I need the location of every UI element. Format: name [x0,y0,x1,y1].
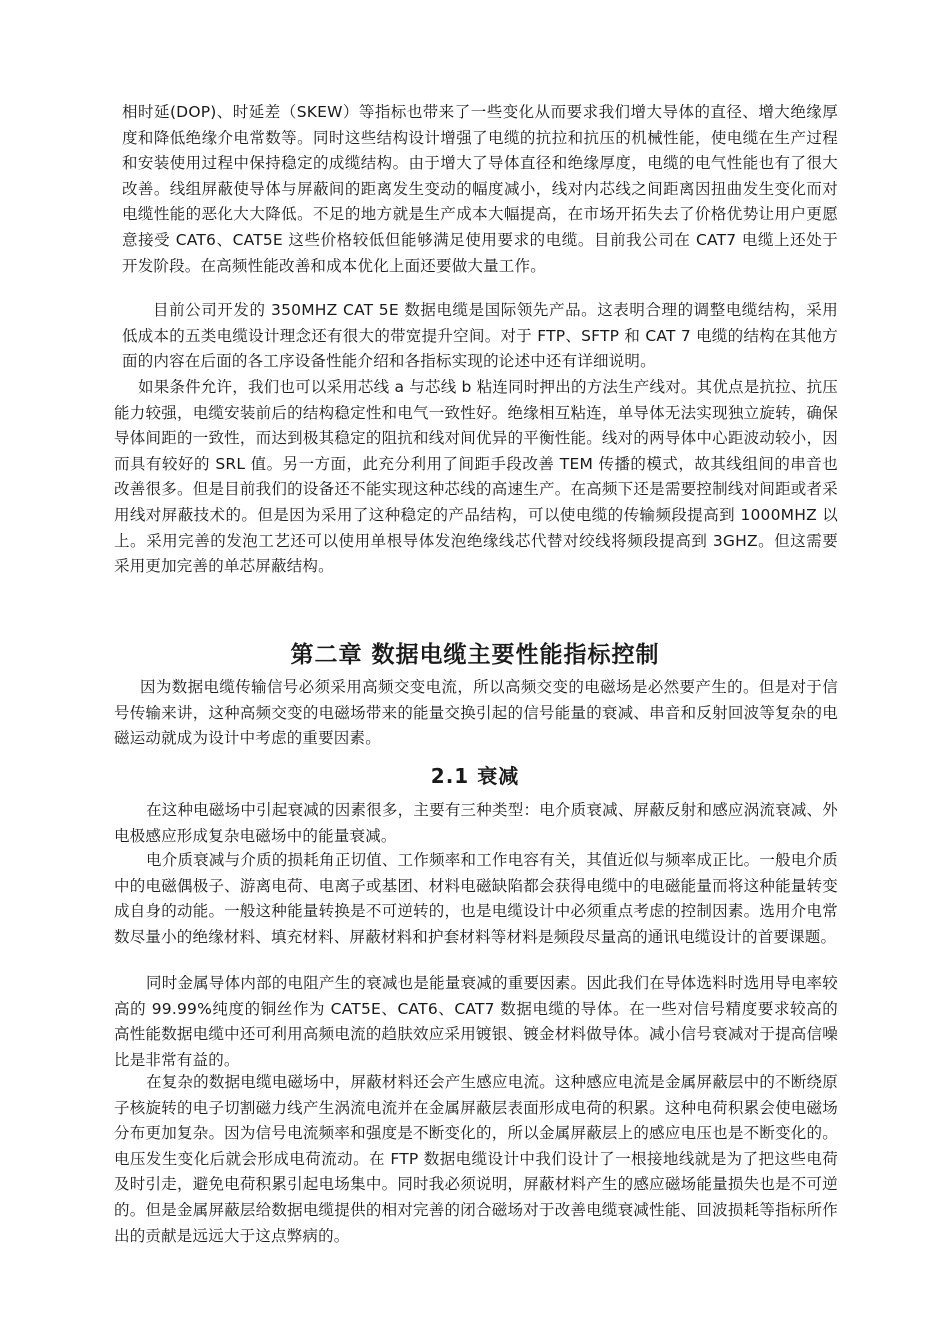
paragraph-structure-tradeoffs: 相时延(DOP)、时延差（SKEW）等指标也带来了一些变化从而要求我们增大导体的直径、增大绝缘厚度和降低绝缘介电常数等。同时这些结构设计增强了电缆的抗拉和抗压的机械性能，使电缆在生产过程和安装使用过程中保持稳定的成缆结构。由于增大了导体直径和绝缘厚度，电缆的电气性能也有了很大改善。线组屏蔽使导体与屏蔽间的距离发生变动的幅度减小，线对内芯线之间距离因扭曲发生变化而对电缆性能的恶化大大降低。不足的地方就是生产成本大幅提高，在市场开拓失去了价格优势让用户更愿意接受 CAT6、CAT5E 这些价格较低但能够满足使用要求的电缆。目前我公司在 CAT7 电缆上还处于开发阶段。在高频性能改善和成本优化上面还要做大量工作。 [122,103,838,275]
paragraph-shield-induction: 在复杂的数据电缆电磁场中，屏蔽材料还会产生感应电流。这种感应电流是金属屏蔽层中的不断绕原子核旋转的电子切割磁力线产生涡流电流并在金属屏蔽层表面形成电荷的积累。这种电荷积累会使电磁场分布更加复杂。因为信号电流频率和强度是不断变化的，所以金属屏蔽层上的感应电压也是不断变化的。电压发生变化后就会形成电荷流动。在 FTP 数据电缆设计中我们设计了一根接地线就是为了把这些电荷及时引走，避免电荷积累引起电场集中。同时我必须说明，屏蔽材料产生的感应磁场能量损失也是不可逆的。但是金属屏蔽层给数据电缆提供的相对完善的闭合磁场对于改善电缆衰减性能、回波损耗等指标所作出的贡献是远远大于这点弊病的。 [114,1073,838,1245]
paragraph-attenuation-factors: 在这种电磁场中引起衰减的因素很多，主要有三种类型：电介质衰减、屏蔽反射和感应涡流衰减、外电极感应形成复杂电磁场中的能量衰减。 [114,801,838,845]
paragraph-bonded-pairs: 如果条件允许，我们也可以采用芯线 a 与芯线 b 粘连同时押出的方法生产线对。其优点是抗拉、抗压能力较强，电缆安装前后的结构稳定性和电气一致性好。绝缘相互粘连，单导体无法实现独立旋转，确保导体间距的一致性，而达到极其稳定的阻抗和线对间优异的平衡性能。线对的两导体中心距波动较小，因而具有较好的 SRL 值。另一方面，此充分利用了间距手段改善 TEM 传播的模式，故其线组间的串音也改善很多。但是目前我们的设备还不能实现这种芯线的高速生产。在高频下还是需要控制线对间距或者采用线对屏蔽技术的。但是因为采用了这种稳定的产品结构，可以使电缆的传输频段提高到 1000MHZ 以上。采用完善的发泡工艺还可以使用单根导体发泡绝缘线芯代替对绞线将频段提高到 3GHZ。但这需要采用更加完善的单芯屏蔽结构。 [114,378,838,576]
paragraph-chapter-intro: 因为数据电缆传输信号必须采用高频交变电流，所以高频交变的电磁场是必然要产生的。但是对于信号传输来讲，这种高频交变的电磁场带来的能量交换引起的信号能量的衰减、串音和反射回波等复杂的电磁运动就成为设计中考虑的重要因素。 [114,678,838,748]
paragraph-conductor-resistance: 同时金属导体内部的电阻产生的衰减也是能量衰减的重要因素。因此我们在导体选料时选用导电率较高的 99.99%纯度的铜丝作为 CAT5E、CAT6、CAT7 数据电缆的导体。在一些对信号精度要求较高的高性能数据电缆中还可利用高频电流的趋肤效应采用镀银、镀金材料做导体。减小信号衰减对于提高信噪比是非常有益的。 [114,974,838,1069]
section-title-attenuation: 2.1 衰减 [430,764,520,788]
chapter-title: 第二章 数据电缆主要性能指标控制 [290,642,660,668]
paragraph-dielectric-loss: 电介质衰减与介质的损耗角正切值、工作频率和工作电容有关，其值近似与频率成正比。一般电介质中的电磁偶极子、游离电荷、电离子或基团、材料电磁缺陷都会获得电缆中的电磁能量而将这种能量转变成自身的动能。一般这种能量转换是不可逆转的，也是电缆设计中必须重点考虑的控制因素。选用介电常数尽量小的绝缘材料、填充材料、屏蔽材料和护套材料等材料是频段尽量高的通讯电缆设计的首要课题。 [114,851,838,946]
paragraph-350mhz-cat5e: 目前公司开发的 350MHZ CAT 5E 数据电缆是国际领先产品。这表明合理的调整电缆结构，采用低成本的五类电缆设计理念还有很大的带宽提升空间。对于 FTP、SFTP 和 CAT 7 电缆的结构在其他方面的内容在后面的各工序设备性能介绍和各指标实现的论述中还有详细说明。 [122,301,838,371]
